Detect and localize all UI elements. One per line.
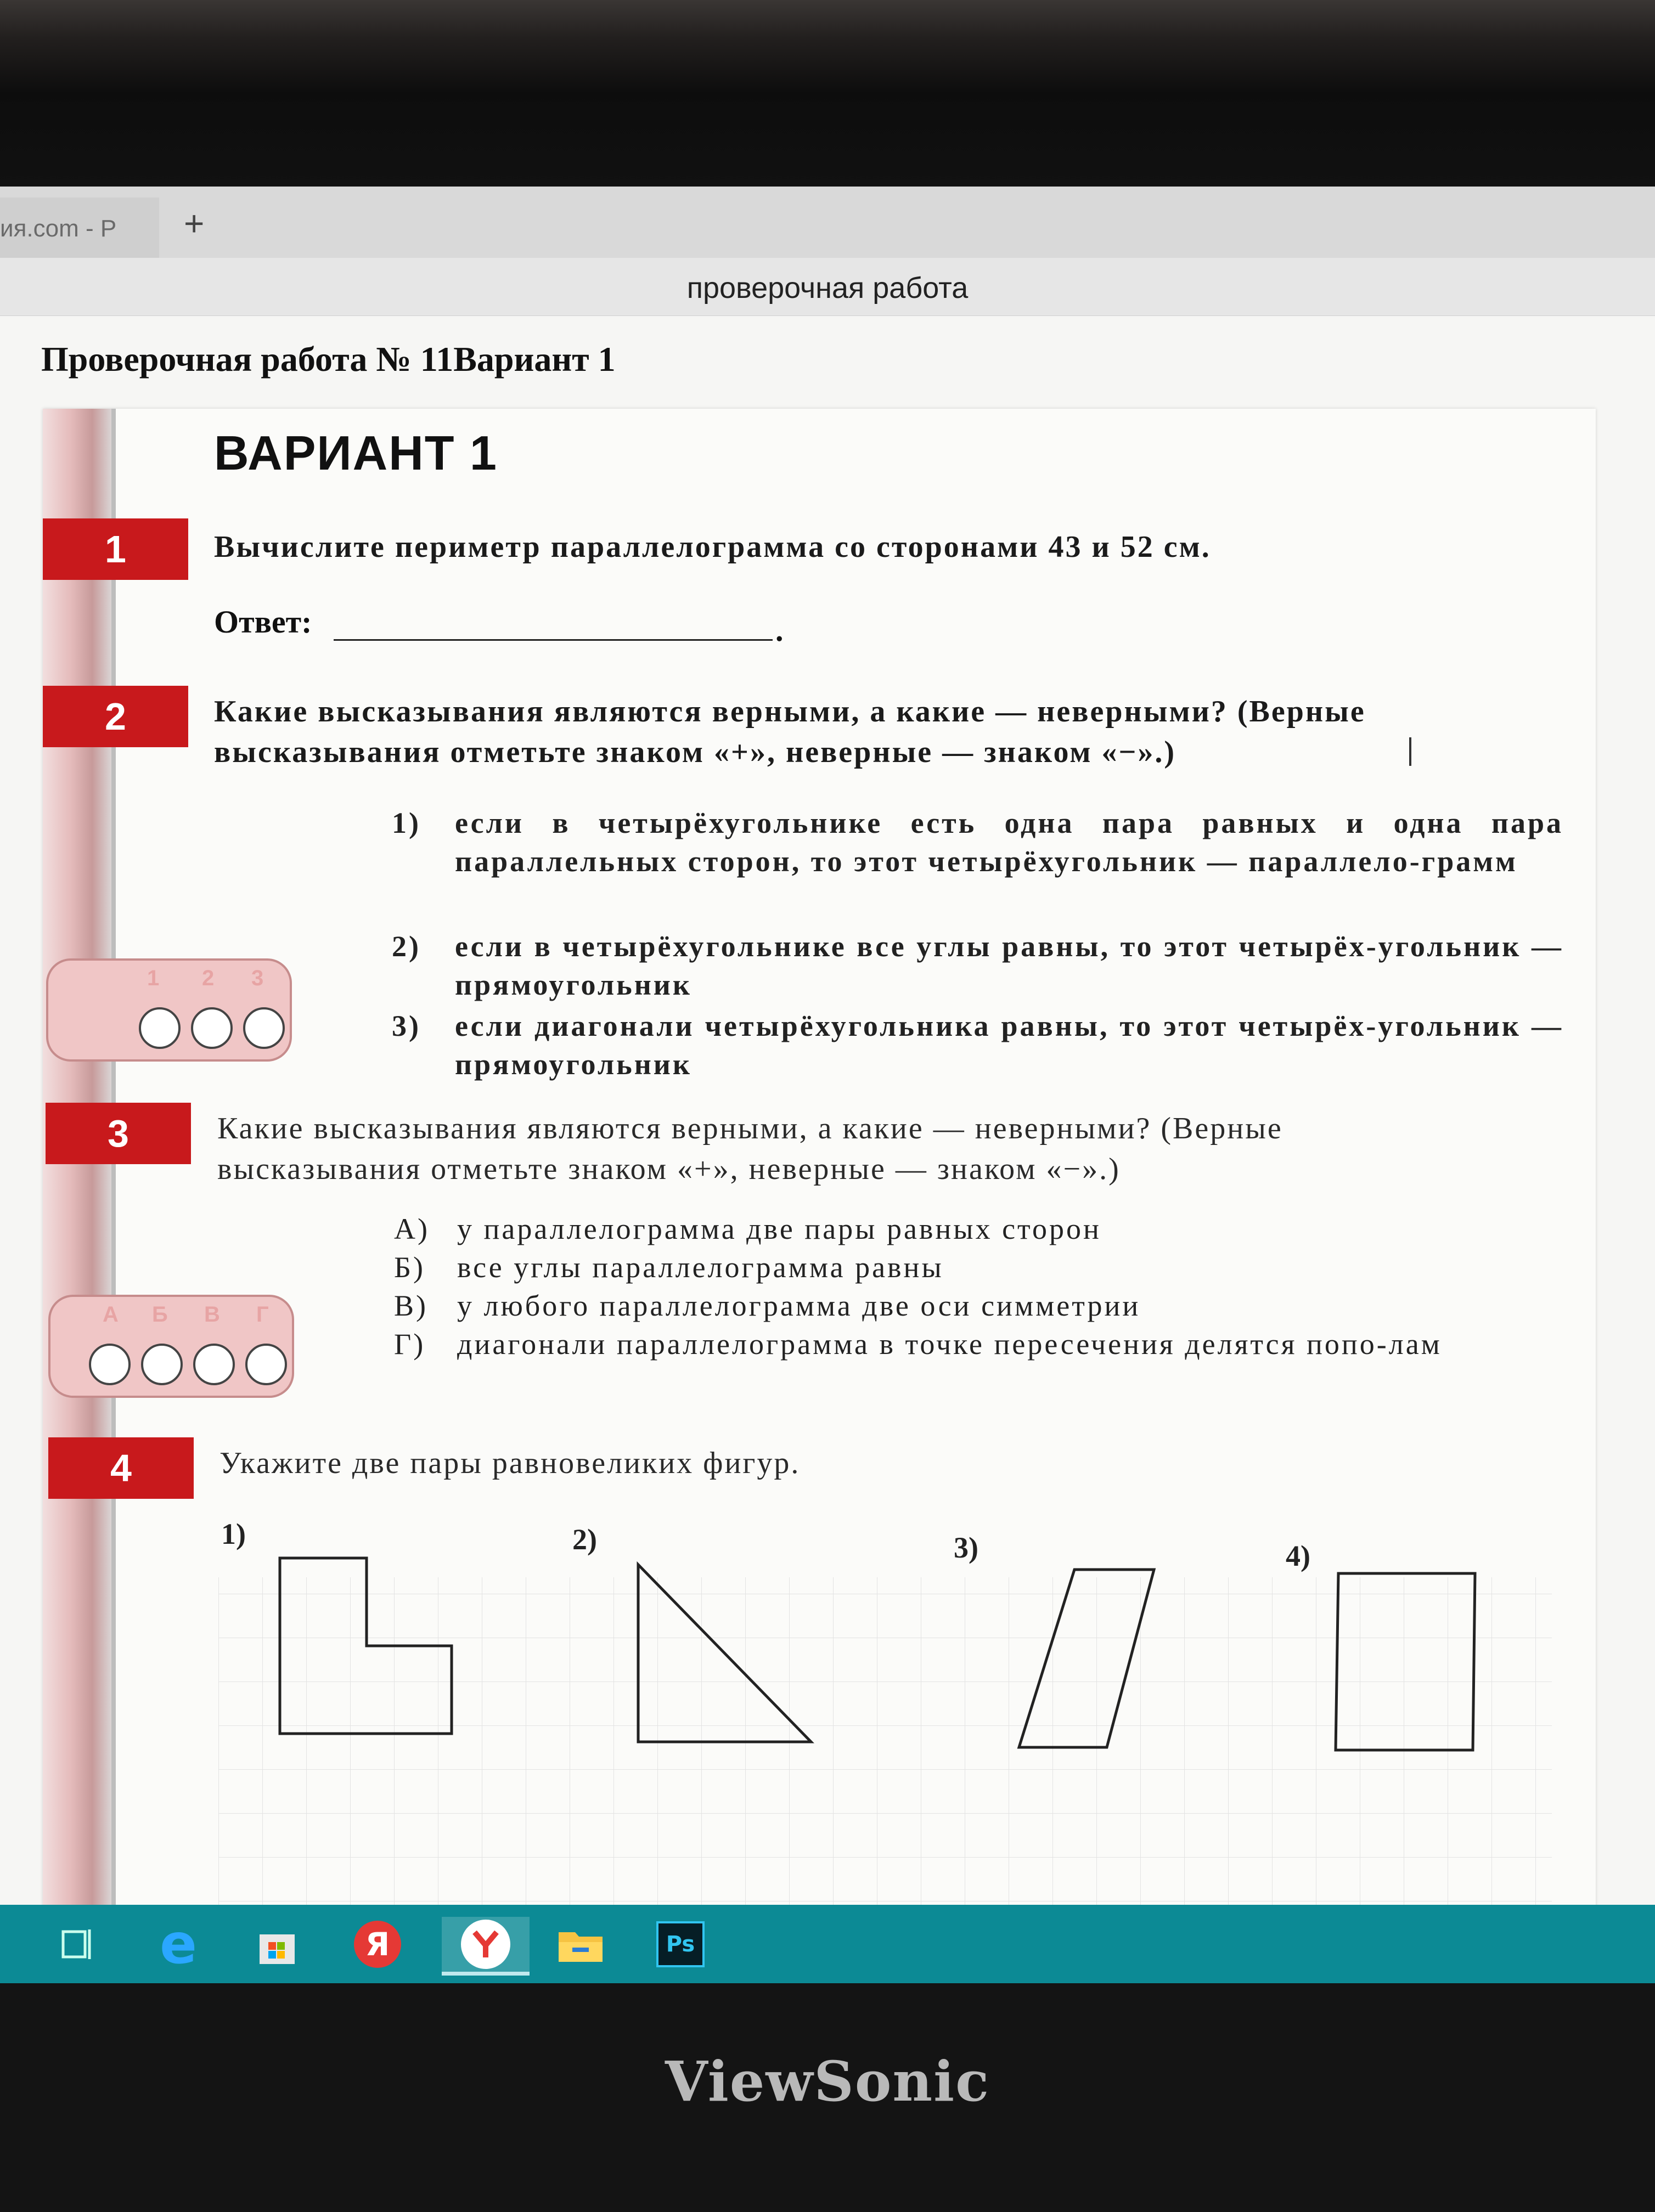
answer-box-label: 3 (251, 966, 264, 990)
document-title-bar (0, 258, 1655, 316)
text-cursor-icon (1409, 737, 1415, 766)
worksheet-page (43, 409, 1596, 1976)
photoshop-label: Ps (656, 1921, 705, 1967)
question-4-text: Укажите две пары равновеликих фигур. (219, 1446, 801, 1480)
question-1-answer-end: . (775, 612, 784, 648)
question-3-text-line1: Какие высказывания являются верными, а какие — неверными? (Верные (217, 1111, 1283, 1146)
answer-box-label: 2 (202, 966, 215, 990)
item-label: А) (394, 1212, 430, 1245)
question-2-text-line1: Какие высказывания являются верными, а какие — неверными? (Верные (214, 695, 1366, 729)
monitor-bezel-top (0, 0, 1655, 187)
page-title: Проверочная работа № 11Вариант 1 (41, 340, 616, 379)
item-text: если диагонали четырёхугольника равны, то этот четырёх-угольник — прямоугольник (455, 1009, 1563, 1081)
yandex-icon[interactable] (350, 1917, 405, 1972)
question-2-text-line2: высказывания отметьте знаком «+», неверные — знаком «−».) (214, 735, 1176, 769)
item-label: 3) (392, 1009, 421, 1042)
item-label: Г) (394, 1328, 426, 1361)
item-text: у любого параллелограмма две оси симметрии (457, 1289, 1141, 1322)
item-label: Б) (394, 1251, 425, 1284)
item-label: 2) (392, 930, 421, 963)
question-1-text: Вычислите периметр параллелограмма со сторонами 43 и 52 см. (214, 530, 1211, 564)
item-text: если в четырёхугольнике есть одна пара равных и одна пара параллельных сторон, то этот четырёхугольник — параллело-грамм (455, 806, 1563, 878)
task-view-icon[interactable] (49, 1917, 104, 1972)
document-title: проверочная работа (686, 272, 969, 304)
screen (0, 187, 1655, 1983)
file-explorer-icon[interactable] (553, 1917, 608, 1972)
answer-box-label: Г (256, 1302, 269, 1327)
new-tab-button[interactable]: + (184, 204, 205, 243)
figure-2-label: 2) (572, 1523, 597, 1556)
tab-title[interactable]: ия.com - Р (0, 215, 117, 242)
yandex-label: Я (354, 1921, 401, 1968)
question-4-number: 4 (48, 1437, 194, 1499)
question-3-number: 3 (46, 1103, 191, 1164)
question-2-number: 2 (43, 686, 188, 747)
answer-box-label: А (103, 1302, 119, 1327)
answer-box-label: Б (152, 1302, 168, 1327)
tab-bar (0, 187, 1655, 258)
item-label: В) (394, 1289, 428, 1322)
taskbar (0, 1905, 1655, 1983)
store-icon[interactable] (250, 1917, 305, 1972)
item-label: 1) (392, 806, 421, 839)
item-text: у параллелограмма две пары равных сторон (457, 1212, 1101, 1245)
photoshop-icon[interactable] (653, 1917, 708, 1972)
answer-box-label: 1 (147, 966, 160, 990)
item-text: все углы параллелограмма равны (457, 1251, 944, 1284)
item-text: диагонали параллелограмма в точке пересечения делятся попо-лам (457, 1328, 1442, 1361)
figure-4-label: 4) (1286, 1539, 1310, 1572)
figure-3-label: 3) (954, 1531, 978, 1564)
monitor-brand-logo: ViewSonic (665, 2049, 990, 2114)
question-3-text-line2: высказывания отметьте знаком «+», неверные — знаком «−».) (217, 1152, 1121, 1186)
grid-background (218, 1577, 1552, 1928)
figures-svg (43, 409, 1596, 1976)
question-1-number: 1 (43, 518, 188, 580)
item-text: если в четырёхугольнике все углы равны, то этот четырёх-угольник — прямоугольник (455, 930, 1563, 1001)
figure-1-label: 1) (221, 1517, 246, 1550)
variant-heading: ВАРИАНТ 1 (214, 426, 498, 480)
question-1-answer-label: Ответ: (214, 604, 312, 640)
yandex-browser-icon[interactable] (442, 1917, 530, 1976)
answer-box-label: В (204, 1302, 220, 1327)
edge-icon[interactable]: e (160, 1912, 197, 1976)
